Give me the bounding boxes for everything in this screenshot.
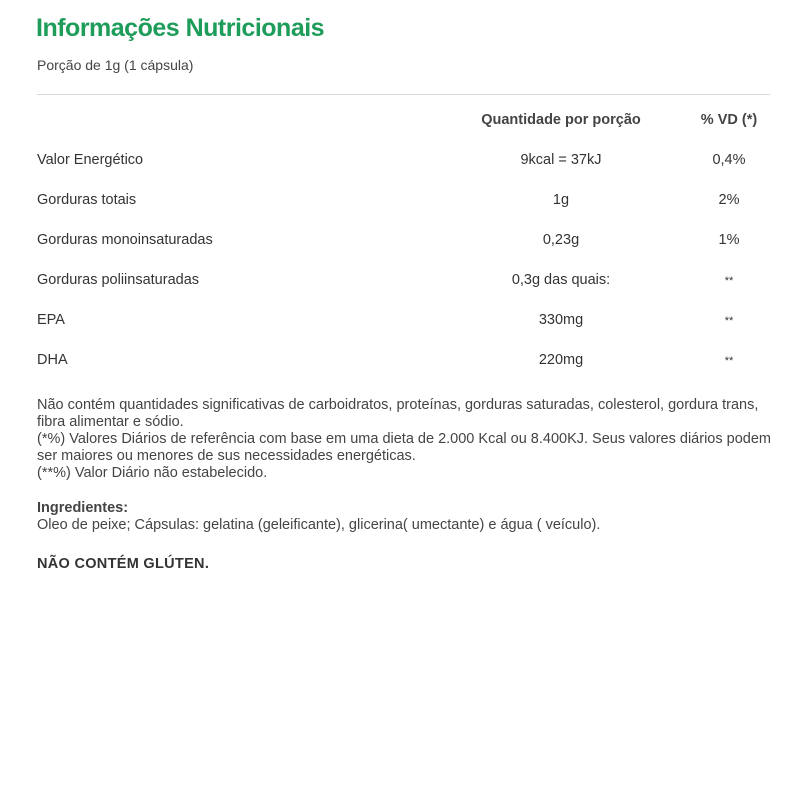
portion-size: Porção de 1g (1 cápsula) <box>37 57 194 73</box>
nutrient-dv: ** <box>724 275 734 287</box>
nutrient-quantity: 330mg <box>538 312 584 328</box>
column-header-dv: % VD (*) <box>700 112 758 128</box>
nutrient-name: Gorduras totais <box>37 192 137 208</box>
ingredients-label: Ingredientes: <box>37 500 129 516</box>
table-row <box>37 192 770 232</box>
table-header-row <box>37 112 770 152</box>
page-title: Informações Nutricionais <box>36 14 325 42</box>
nutrient-quantity: 0,3g das quais: <box>511 272 611 288</box>
nutrient-name: Gorduras monoinsaturadas <box>37 232 213 248</box>
nutrient-name: EPA <box>37 312 65 328</box>
footnote-daily-values: (*%) Valores Diários de referência com base em uma dieta de 2.000 Kcal ou 8.400KJ. Seus valores diários podem ser maiores ou menores de sus necessidades energéticas. <box>37 431 771 464</box>
footnote-not-established: (**%) Valor Diário não estabelecido. <box>37 465 268 481</box>
nutrient-dv: ** <box>724 355 734 367</box>
footnote-not-significant: Não contém quantidades significativas de carboidratos, proteínas, gorduras saturadas, colesterol, gordura trans, fibra alimentar e sódio. <box>37 397 759 430</box>
ingredients-section <box>37 500 777 534</box>
nutrient-quantity: 9kcal = 37kJ <box>520 152 602 168</box>
nutrition-table <box>37 112 770 392</box>
table-row <box>37 272 770 312</box>
nutrient-quantity: 220mg <box>538 352 584 368</box>
nutrient-name: Valor Energético <box>37 152 144 168</box>
nutrient-quantity: 0,23g <box>542 232 580 248</box>
table-row <box>37 232 770 272</box>
ingredients-text: Oleo de peixe; Cápsulas: gelatina (geleificante), glicerina( umectante) e água ( veículo). <box>37 517 601 533</box>
footnotes <box>37 397 777 482</box>
nutrient-name: DHA <box>37 352 68 368</box>
table-row <box>37 152 770 192</box>
nutrient-name: Gorduras poliinsaturadas <box>37 272 200 288</box>
nutrient-dv: ** <box>724 315 734 327</box>
nutrient-dv: 0,4% <box>712 152 746 168</box>
nutrient-quantity: 1g <box>552 192 570 208</box>
nutrient-dv: 1% <box>718 232 740 248</box>
divider <box>37 94 770 95</box>
column-header-quantity: Quantidade por porção <box>481 112 641 128</box>
nutrient-dv: 2% <box>718 192 740 208</box>
table-row <box>37 352 770 392</box>
gluten-notice: NÃO CONTÉM GLÚTEN. <box>37 556 210 572</box>
table-row <box>37 312 770 352</box>
